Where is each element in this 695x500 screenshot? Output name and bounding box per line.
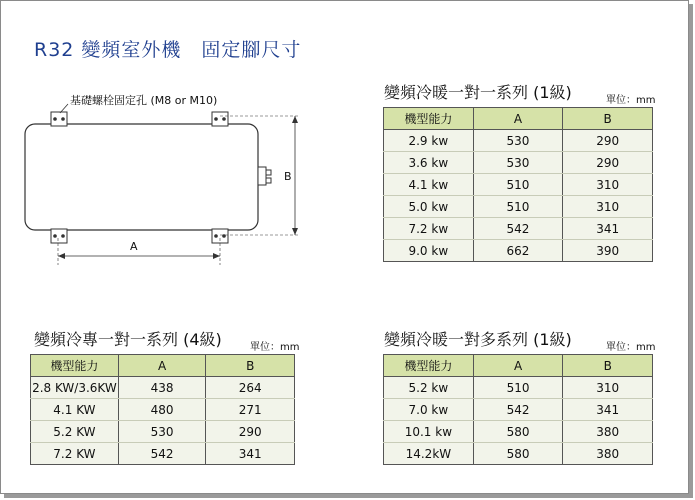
table-cell: 341 (563, 399, 653, 421)
table-cell: 5.0 kw (384, 196, 474, 218)
table-cell: 310 (563, 377, 653, 399)
table-cell: 510 (473, 174, 563, 196)
table2-header: A (118, 355, 206, 377)
table3-header: B (563, 355, 653, 377)
table-cell: 341 (206, 443, 295, 465)
dim-b-label: B (284, 170, 292, 183)
side-valve-2 (266, 178, 271, 183)
bolt-label: 基礎螺栓固定孔 (M8 or M10) (70, 94, 218, 107)
foot-top-left (51, 112, 67, 126)
table-cell: 290 (563, 152, 653, 174)
table1-unit: 單位：mm (606, 95, 656, 106)
table-row (31, 399, 295, 421)
table-cell: 290 (206, 421, 295, 443)
table-row (384, 174, 653, 196)
table-cell: 7.0 kw (384, 399, 474, 421)
table-row (384, 377, 653, 399)
table-cell: 510 (473, 196, 563, 218)
table-cell: 2.9 kw (384, 130, 474, 152)
dim-a-label: A (130, 240, 138, 253)
table-cell: 510 (473, 377, 563, 399)
table1-header: B (563, 108, 653, 130)
table3-header: 機型能力 (384, 355, 474, 377)
table-cell: 4.1 KW (31, 399, 119, 421)
table-cell: 3.6 kw (384, 152, 474, 174)
table-row (384, 443, 653, 465)
table-cell: 662 (473, 240, 563, 262)
table-row (384, 196, 653, 218)
page-title: R32 變頻室外機 固定腳尺寸 (34, 39, 302, 61)
foot-top-right (212, 112, 228, 126)
table-row (384, 130, 653, 152)
table2 (30, 354, 295, 465)
table-row (384, 152, 653, 174)
table-row (384, 421, 653, 443)
foot-bottom-left (51, 229, 67, 243)
table-cell: 542 (118, 443, 206, 465)
table-cell: 5.2 kw (384, 377, 474, 399)
table2-header: B (206, 355, 295, 377)
table3-unit: 單位：mm (606, 342, 656, 353)
side-connector (258, 167, 266, 185)
table-row (384, 218, 653, 240)
table-cell: 390 (563, 240, 653, 262)
table-cell: 530 (473, 152, 563, 174)
table-cell: 341 (563, 218, 653, 240)
unit-body (25, 124, 258, 230)
table-row (384, 240, 653, 262)
table-cell: 290 (563, 130, 653, 152)
table2-header: 機型能力 (31, 355, 119, 377)
table1-header: A (473, 108, 563, 130)
side-valve-1 (266, 170, 271, 175)
table-cell: 380 (563, 443, 653, 465)
table-cell: 542 (473, 399, 563, 421)
table2-title: 變頻冷專一對一系列 (4級) (34, 330, 222, 349)
table-cell: 9.0 kw (384, 240, 474, 262)
table-cell: 2.8 KW/3.6KW (31, 377, 119, 399)
table1-header: 機型能力 (384, 108, 474, 130)
table-cell: 14.2kW (384, 443, 474, 465)
table3 (383, 354, 653, 465)
table-cell: 10.1 kw (384, 421, 474, 443)
table1-title: 變頻冷暖一對一系列 (1級) (384, 83, 572, 102)
table-cell: 310 (563, 174, 653, 196)
table-cell: 542 (473, 218, 563, 240)
table-cell: 580 (473, 421, 563, 443)
table1 (383, 107, 653, 262)
table-cell: 4.1 kw (384, 174, 474, 196)
table-row (31, 377, 295, 399)
table-cell: 580 (473, 443, 563, 465)
table-cell: 7.2 KW (31, 443, 119, 465)
table-cell: 310 (563, 196, 653, 218)
table-row (31, 421, 295, 443)
table-cell: 438 (118, 377, 206, 399)
table-cell: 7.2 kw (384, 218, 474, 240)
table-cell: 480 (118, 399, 206, 421)
table-cell: 264 (206, 377, 295, 399)
table-row (384, 399, 653, 421)
table-cell: 380 (563, 421, 653, 443)
table-cell: 271 (206, 399, 295, 421)
table2-unit: 單位：mm (250, 342, 300, 353)
table-cell: 530 (118, 421, 206, 443)
table-cell: 5.2 KW (31, 421, 119, 443)
table3-title: 變頻冷暖一對多系列 (1級) (384, 330, 572, 349)
table-row (31, 443, 295, 465)
table3-header: A (473, 355, 563, 377)
table-cell: 530 (473, 130, 563, 152)
